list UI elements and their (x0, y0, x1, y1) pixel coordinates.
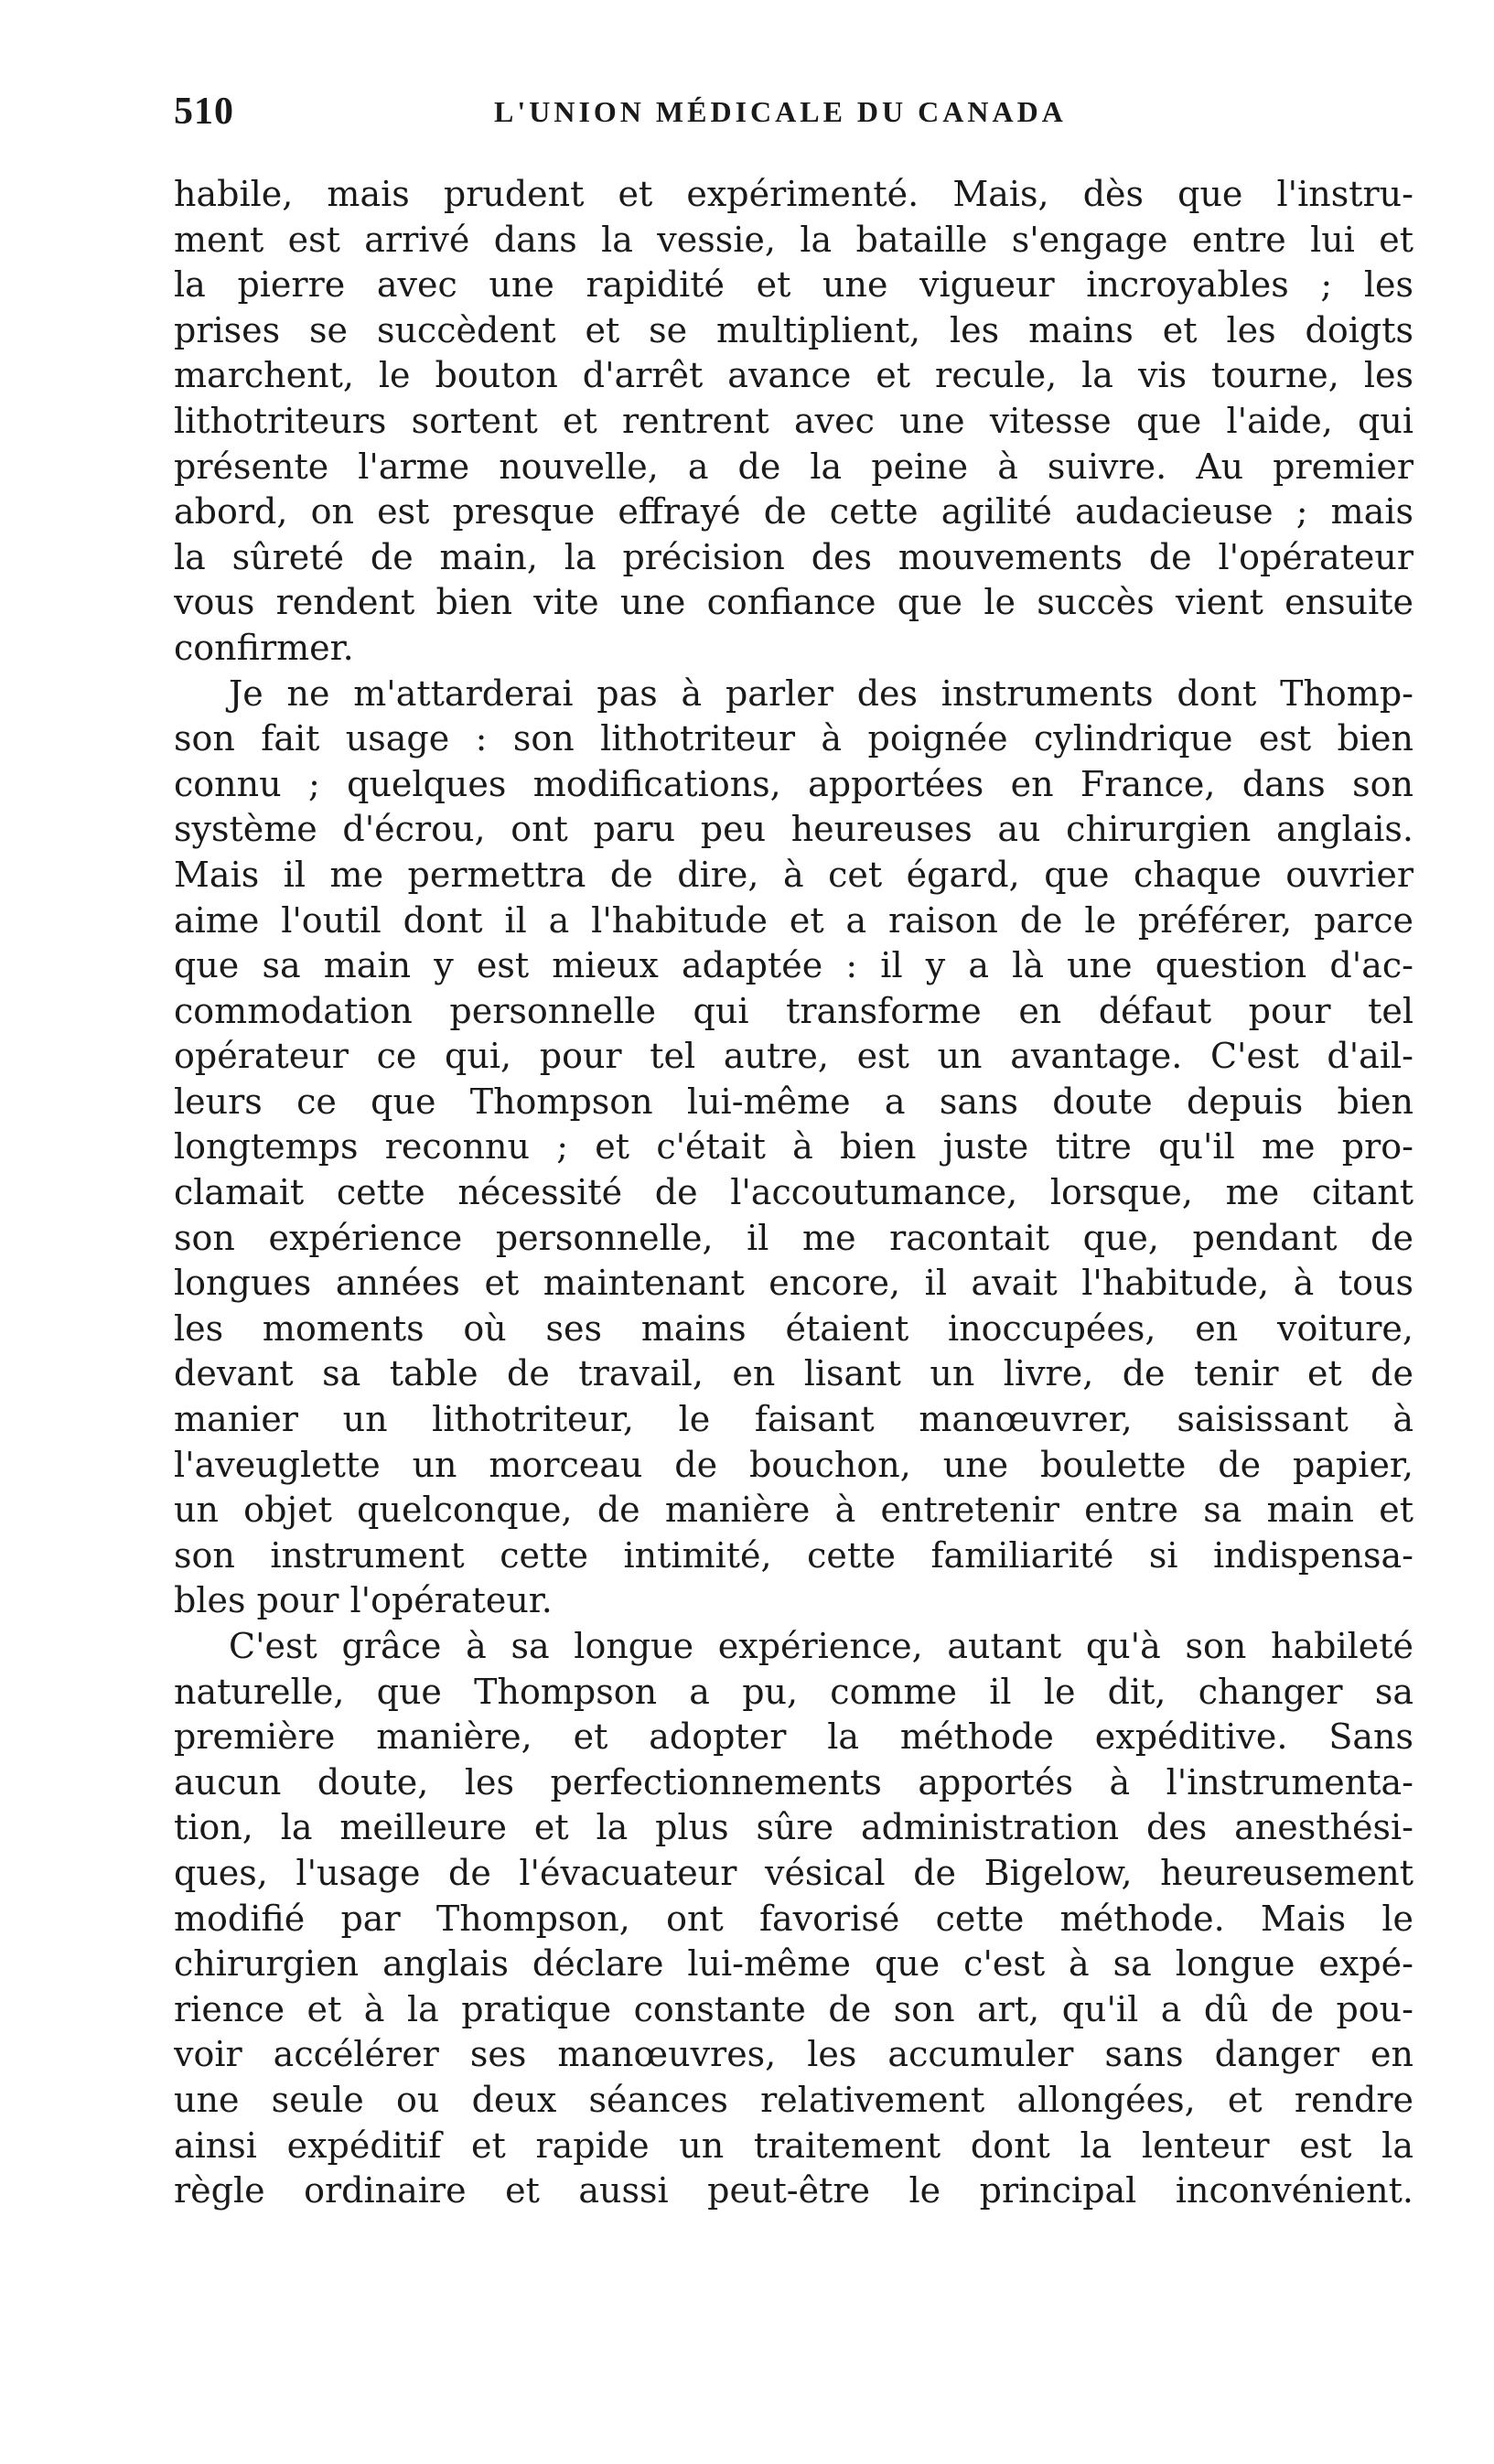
text-line: bles pour l'opérateur. (174, 1580, 553, 1621)
text-line: la sûreté de main, la précision des mouvements de l'opérateur (174, 536, 1413, 577)
journal-title: L'UNION MÉDICALE DU CANADA (494, 95, 1067, 128)
text-line: première manière, et adopter la méthode expéditive. Sans (174, 1716, 1413, 1758)
text-line: chirurgien anglais déclare lui-même que c'est à sa longue expé- (174, 1943, 1413, 1985)
text-line: tion, la meilleure et la plus sûre administration des anesthési- (174, 1807, 1413, 1848)
body-text (174, 172, 1413, 2214)
text-line: présente l'arme nouvelle, a de la peine à suivre. Au premier (174, 446, 1413, 487)
text-line: un objet quelconque, de manière à entretenir entre sa main et (174, 1490, 1413, 1531)
text-line: l'aveuglette un morceau de bouchon, une boulette de papier, (174, 1444, 1413, 1485)
text-line: prises se succèdent et se multiplient, les mains et les doigts (174, 309, 1413, 350)
text-line: voir accélérer ses manœuvres, les accumuler sans danger en (174, 2034, 1413, 2075)
text-line: ainsi expéditif et rapide un traitement dont la lenteur est la (174, 2125, 1413, 2166)
text-line: son instrument cette intimité, cette familiarité si indispensa- (174, 1534, 1413, 1576)
text-line: règle ordinaire et aussi peut-être le principal inconvénient. (174, 2170, 1413, 2211)
text-line: rience et à la pratique constante de son art, qu'il a dû de pou- (174, 1988, 1413, 2029)
text-line: clamait cette nécessité de l'accoutumance, lorsque, me citant (174, 1172, 1413, 1213)
text-line: leurs ce que Thompson lui-même a sans doute depuis bien (174, 1081, 1413, 1122)
text-line: habile, mais prudent et expérimenté. Mais, dès que l'instru- (174, 174, 1413, 214)
text-line: confirmer. (174, 627, 354, 668)
text-line: longues années et maintenant encore, il avait l'habitude, à tous (174, 1263, 1413, 1304)
text-line: les moments où ses mains étaient inoccupées, en voiture, (174, 1307, 1413, 1349)
text-line: son fait usage : son lithotriteur à poignée cylindrique est bien (174, 718, 1413, 759)
text-line: C'est grâce à sa longue expérience, autant qu'à son habileté (229, 1626, 1413, 1666)
text-line: une seule ou deux séances relativement allongées, et rendre (174, 2079, 1413, 2120)
text-line: Mais il me permettra de dire, à cet égard, que chaque ouvrier (174, 854, 1413, 895)
text-line: connu ; quelques modifications, apportées en France, dans son (174, 763, 1413, 804)
text-line: aucun doute, les perfectionnements apportés à l'instrumenta- (174, 1761, 1413, 1802)
text-line: aime l'outil dont il a l'habitude et a raison de le préférer, parce (174, 899, 1413, 941)
text-line: que sa main y est mieux adaptée : il y a là une question d'ac- (174, 945, 1413, 986)
text-line: Je ne m'attarderai pas à parler des instruments dont Thomp- (229, 672, 1413, 714)
text-line: lithotriteurs sortent et rentrent avec une vitesse que l'aide, qui (174, 400, 1413, 441)
text-line: modifié par Thompson, ont favorisé cette méthode. Mais le (174, 1898, 1413, 1939)
text-line: abord, on est presque effrayé de cette agilité audacieuse ; mais (174, 491, 1413, 533)
text-line: devant sa table de travail, en lisant un livre, de tenir et de (174, 1353, 1413, 1394)
text-line: ment est arrivé dans la vessie, la bataille s'engage entre lui et (174, 219, 1413, 260)
text-line: ques, l'usage de l'évacuateur vésical de Bigelow, heureusement (174, 1852, 1413, 1893)
text-line: la pierre avec une rapidité et une vigueur incroyables ; les (174, 264, 1413, 306)
text-line: système d'écrou, ont paru peu heureuses au chirurgien anglais. (174, 809, 1413, 850)
page-number: 510 (174, 91, 234, 133)
text-line: naturelle, que Thompson a pu, comme il le dit, changer sa (174, 1671, 1413, 1712)
text-line: son expérience personnelle, il me racontait que, pendant de (174, 1217, 1413, 1258)
text-line: commodation personnelle qui transforme en défaut pour tel (174, 990, 1413, 1031)
running-head (174, 90, 1418, 145)
text-line: marchent, le bouton d'arrêt avance et recule, la vis tourne, les (174, 355, 1413, 396)
text-line: manier un lithotriteur, le faisant manœuvrer, saisissant à (174, 1399, 1413, 1440)
text-line: vous rendent bien vite une confiance que le succès vient ensuite (174, 582, 1413, 623)
text-line: opérateur ce qui, pour tel autre, est un avantage. C'est d'ail- (174, 1036, 1413, 1077)
text-line: longtemps reconnu ; et c'était à bien juste titre qu'il me pro- (174, 1126, 1413, 1167)
